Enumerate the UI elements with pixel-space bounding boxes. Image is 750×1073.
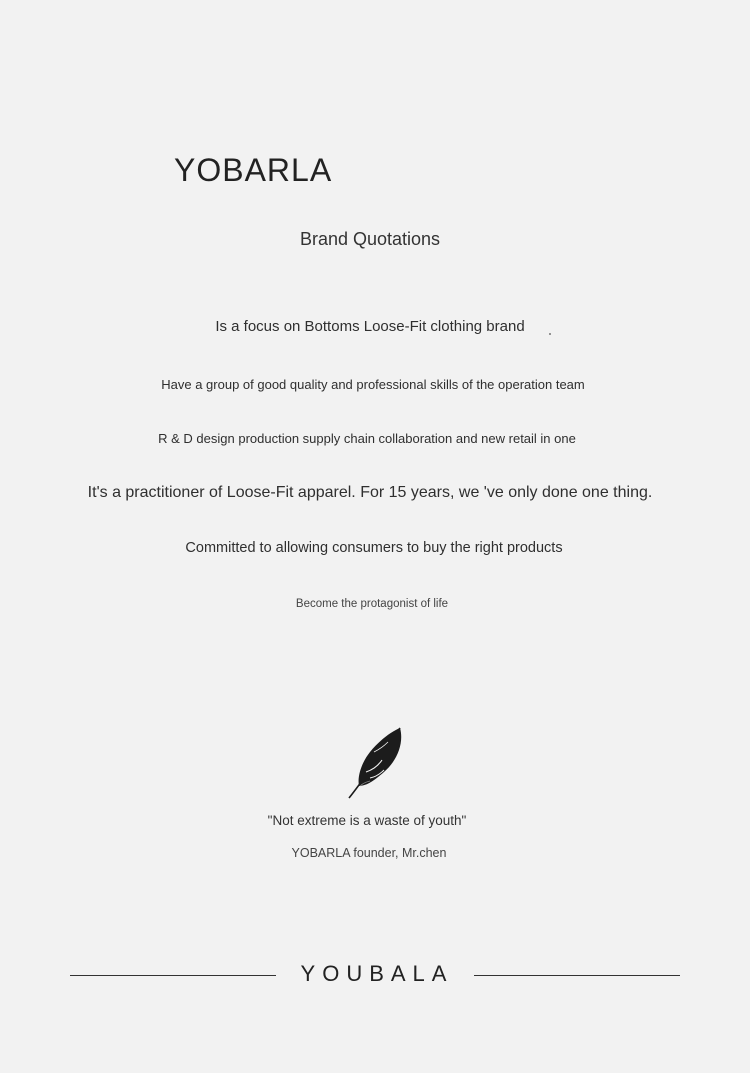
quotation-line-3: R & D design production supply chain collaboration and new retail in one: [158, 431, 576, 446]
quotation-line-1: Is a focus on Bottoms Loose-Fit clothing brand: [215, 318, 525, 335]
decorative-dot: [549, 333, 551, 335]
quotation-line-2: Have a group of good quality and professional skills of the operation team: [161, 377, 585, 392]
motto-quote: "Not extreme is a waste of youth": [267, 813, 467, 828]
motto-attribution: YOBARLA founder, Mr.chen: [291, 846, 447, 860]
quotation-line-6: Become the protagonist of life: [295, 598, 449, 610]
section-subtitle: Brand Quotations: [299, 229, 441, 249]
divider-right: [474, 975, 680, 976]
quotation-line-5: Committed to allowing consumers to buy the right products: [185, 540, 563, 556]
footer-brand: YOUBALA: [300, 961, 454, 986]
brand-title: YOBARLA: [174, 152, 333, 188]
quotation-line-4: It's a practitioner of Loose-Fit apparel. For 15 years, we 've only done one thing.: [87, 484, 653, 501]
feather-icon: [344, 726, 406, 800]
